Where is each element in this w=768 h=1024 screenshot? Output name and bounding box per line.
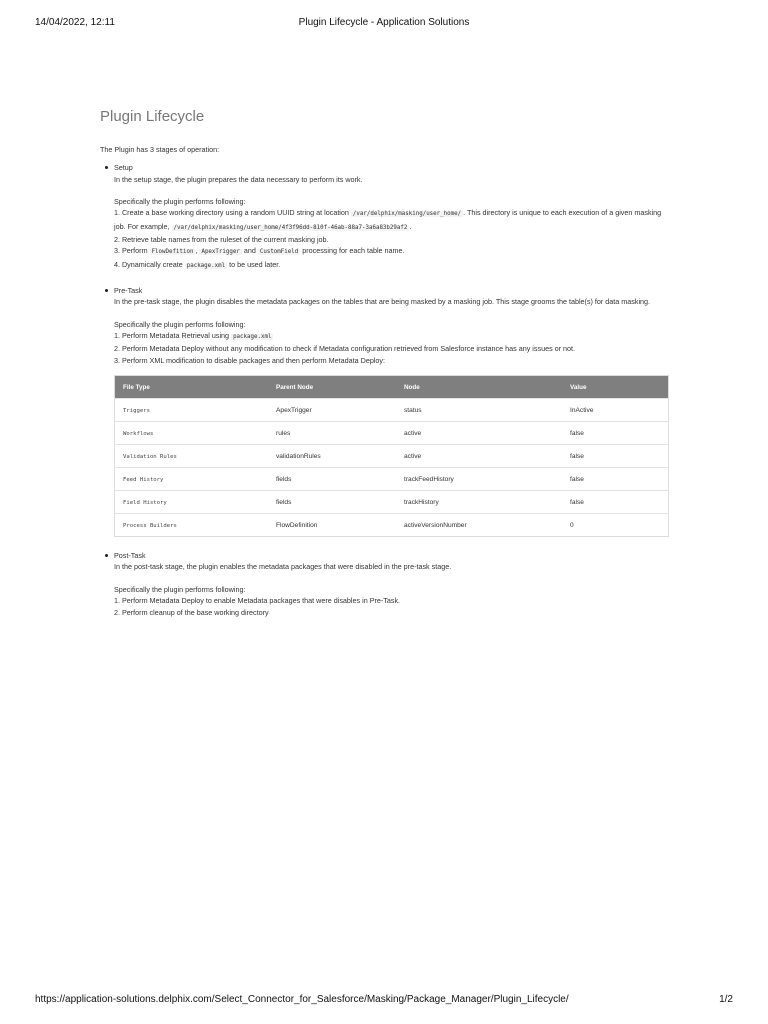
- cell-file-type: Feed History: [115, 468, 269, 491]
- table-row: [115, 422, 669, 445]
- posttask-step-1: 1. Perform Metadata Deploy to enable Metadata packages that were disables in Pre-Task.: [114, 596, 401, 606]
- code-example-path: /var/delphix/masking/user_home/4f3f96dd-810f-46ab-88a7-3a6a83b29af2: [173, 224, 408, 231]
- article-content: [100, 108, 670, 631]
- cell-node: trackFeedHistory: [396, 468, 562, 491]
- stages-list: [100, 162, 670, 618]
- posttask-specifically: Specifically the plugin performs following:: [114, 584, 246, 594]
- header-parent-node: Parent Node: [268, 376, 396, 399]
- metadata-table: [114, 375, 669, 537]
- cell-value: false: [562, 491, 669, 514]
- stage-pretask-body: [114, 296, 670, 366]
- cell-parent-node: ApexTrigger: [268, 399, 396, 422]
- setup-specifically: Specifically the plugin performs following:: [114, 197, 246, 207]
- cell-parent-node: FlowDefinition: [268, 514, 396, 537]
- cell-node: active: [396, 445, 562, 468]
- stage-setup-body: [114, 174, 670, 272]
- cell-value: InActive: [562, 399, 669, 422]
- bullet-icon: [105, 166, 108, 169]
- print-page-title: Plugin Lifecycle - Application Solutions: [298, 17, 470, 28]
- table-row: [115, 468, 669, 491]
- cell-value: 0: [562, 514, 669, 537]
- pretask-specifically: Specifically the plugin performs following:: [114, 319, 246, 329]
- header-node: Node: [396, 376, 562, 399]
- code-package-xml: package.xml: [233, 334, 272, 341]
- print-datetime: 14/04/2022, 12:11: [35, 17, 115, 28]
- stage-pretask: [100, 285, 670, 537]
- code-package-xml: package.xml: [186, 262, 226, 269]
- cell-node: status: [396, 399, 562, 422]
- cell-value: false: [562, 422, 669, 445]
- code-flowdefition: FlowDefition: [151, 249, 194, 256]
- setup-step-3: 3. Perform FlowDefition , ApexTrigger and CustomField processing for each table name.: [114, 246, 405, 256]
- stage-setup-title: Setup: [114, 163, 133, 173]
- pretask-step-2: 2. Perform Metadata Deploy without any modification to check if Metadata configuration retrieved from Salesforce instance has any issues or not.: [114, 344, 576, 354]
- setup-step-4: 4. Dynamically create package.xml to be used later.: [114, 259, 281, 269]
- cell-parent-node: validationRules: [268, 445, 396, 468]
- bullet-icon: [105, 289, 108, 292]
- stage-posttask: [100, 550, 670, 618]
- page-number: 1/2: [719, 994, 733, 1005]
- stage-pretask-title: Pre-Task: [114, 285, 143, 295]
- intro-text: The Plugin has 3 stages of operation:: [100, 145, 220, 154]
- cell-file-type: Validation Rules: [115, 445, 269, 468]
- page-title: Plugin Lifecycle: [100, 108, 205, 125]
- page-url: https://application-solutions.delphix.com/Select_Connector_for_Salesforce/Masking/Package_Manager/Plugin_Lifecycle/: [35, 994, 569, 1005]
- cell-file-type: Triggers: [115, 399, 269, 422]
- setup-step-1: 1. Create a base working directory using a random UUID string at location /var/delphix/masking/user_home/ . This directory is unique to each execution of a given masking job. For example, /var/delphix/masking/user_home/4f3f96dd-810f-46ab-88a7-3a6a83b29af2 .: [114, 208, 662, 231]
- setup-step-2: 2. Retrieve table names from the ruleset of the current masking job.: [114, 235, 329, 245]
- pretask-step-3: 3. Perform XML modification to disable packages and then perform Metadata Deploy:: [114, 355, 386, 365]
- cell-parent-node: fields: [268, 491, 396, 514]
- setup-description: In the setup stage, the plugin prepares the data necessary to perform its work.: [114, 174, 363, 184]
- cell-node: active: [396, 422, 562, 445]
- cell-parent-node: rules: [268, 422, 396, 445]
- header-value: Value: [562, 376, 669, 399]
- cell-file-type: Process Builders: [115, 514, 269, 537]
- stage-setup: [100, 162, 670, 272]
- code-apextrigger: ApexTrigger: [201, 249, 240, 256]
- table-row: [115, 445, 669, 468]
- cell-value: false: [562, 468, 669, 491]
- code-customfield: CustomField: [259, 249, 299, 256]
- cell-file-type: Workflows: [115, 422, 269, 445]
- posttask-description: In the post-task stage, the plugin enables the metadata packages that were disabled in the pre-task stage.: [114, 562, 452, 572]
- cell-parent-node: fields: [268, 468, 396, 491]
- pretask-step-1: 1. Perform Metadata Retrieval using package.xml: [114, 331, 272, 341]
- table-row: [115, 399, 669, 422]
- print-footer: [35, 994, 733, 1008]
- posttask-step-2: 2. Perform cleanup of the base working directory: [114, 607, 269, 617]
- pretask-description: In the pre-task stage, the plugin disables the metadata packages on the tables that are being masked by a masking job. This stage grooms the table(s) for data masking.: [114, 297, 651, 307]
- bullet-icon: [105, 554, 108, 557]
- stage-posttask-title: Post-Task: [114, 551, 146, 561]
- code-user-home-path: /var/delphix/masking/user_home/: [352, 211, 462, 218]
- header-file-type: File Type: [115, 376, 269, 399]
- table-header-row: [115, 376, 669, 399]
- table-row: [115, 514, 669, 537]
- cell-node: activeVersionNumber: [396, 514, 562, 537]
- table-row: [115, 491, 669, 514]
- cell-node: trackHistory: [396, 491, 562, 514]
- cell-file-type: Field History: [115, 491, 269, 514]
- print-header: [35, 17, 733, 31]
- stage-posttask-body: [114, 561, 670, 617]
- cell-value: false: [562, 445, 669, 468]
